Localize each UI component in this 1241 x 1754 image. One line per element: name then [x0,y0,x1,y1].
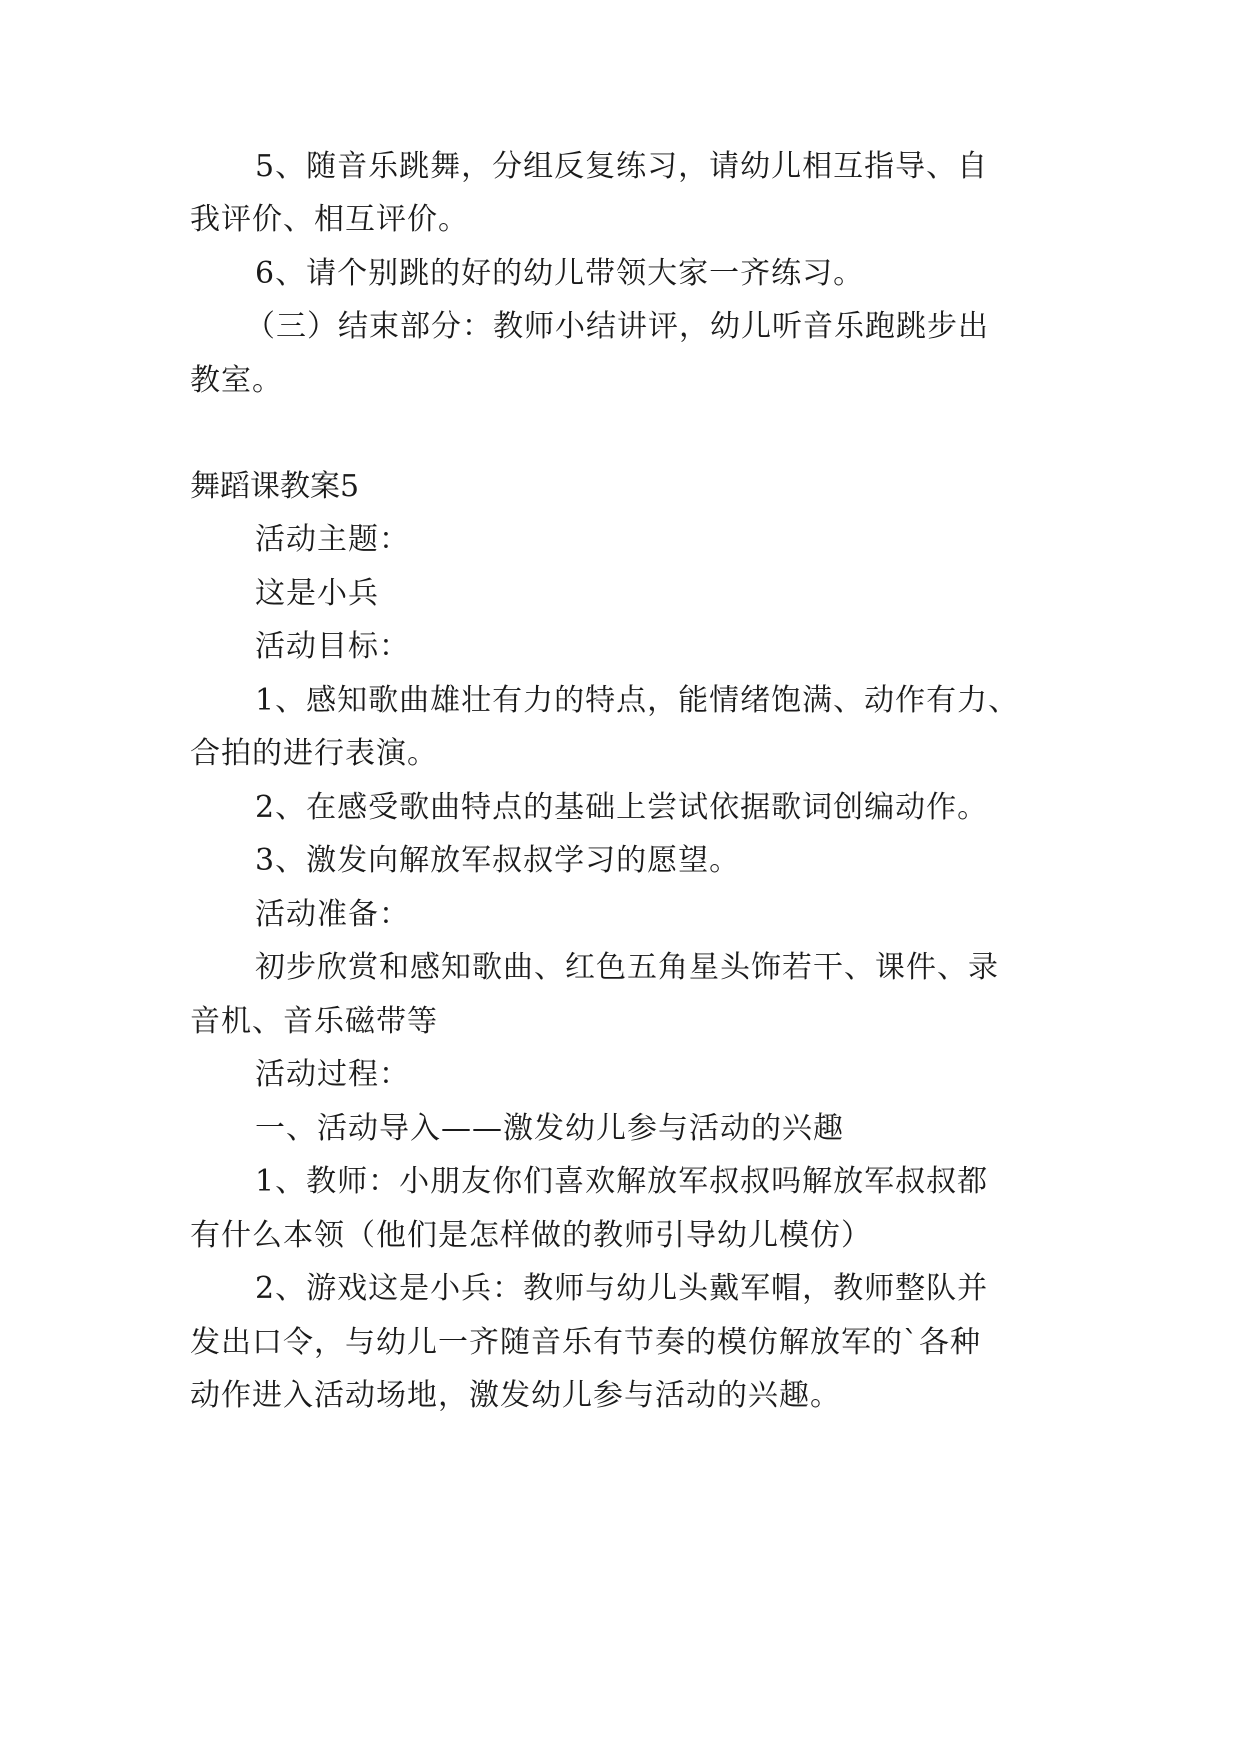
paragraph-line: 合拍的进行表演。 [190,736,438,771]
paragraph-line: 1、教师：小朋友你们喜欢解放军叔叔吗解放军叔叔都 [255,1164,989,1199]
paragraph-line: 有什么本领（他们是怎样做的教师引导幼儿模仿） [190,1218,872,1253]
paragraph-line: 2、在感受歌曲特点的基础上尝试依据歌词创编动作。 [255,790,989,825]
paragraph-line: 音机、音乐磁带等 [190,1004,438,1039]
paragraph-line: 1、感知歌曲雄壮有力的特点，能情绪饱满、动作有力、 [255,683,1020,718]
paragraph-line: 活动目标： [255,629,410,664]
paragraph-line: 3、激发向解放军叔叔学习的愿望。 [255,843,741,878]
paragraph-line: 5、随音乐跳舞，分组反复练习，请幼儿相互指导、自 [255,149,989,184]
paragraph-line: 初步欣赏和感知歌曲、红色五角星头饰若干、课件、录 [255,950,999,985]
paragraph-line: 活动准备： [255,897,410,932]
paragraph-line: 教室。 [190,363,283,398]
paragraph-line: 一、活动导入——激发幼儿参与活动的兴趣 [255,1111,844,1146]
paragraph-line: （三）结束部分：教师小结讲评，幼儿听音乐跑跳步出 [245,309,989,344]
paragraph-line: 2、游戏这是小兵：教师与幼儿头戴军帽，教师整队并 [255,1271,989,1306]
paragraph-line: 我评价、相互评价。 [190,202,469,237]
paragraph-line: 这是小兵 [255,576,379,611]
paragraph-line: 6、请个别跳的好的幼儿带领大家一齐练习。 [255,256,865,291]
paragraph-line: 活动主题： [255,522,410,557]
paragraph-line: 动作进入活动场地，激发幼儿参与活动的兴趣。 [190,1378,841,1413]
paragraph-line: 发出口令，与幼儿一齐随音乐有节奏的模仿解放军的`各种 [190,1325,981,1360]
paragraph-line: 活动过程： [255,1057,410,1092]
section-heading: 舞蹈课教案5 [190,469,360,504]
